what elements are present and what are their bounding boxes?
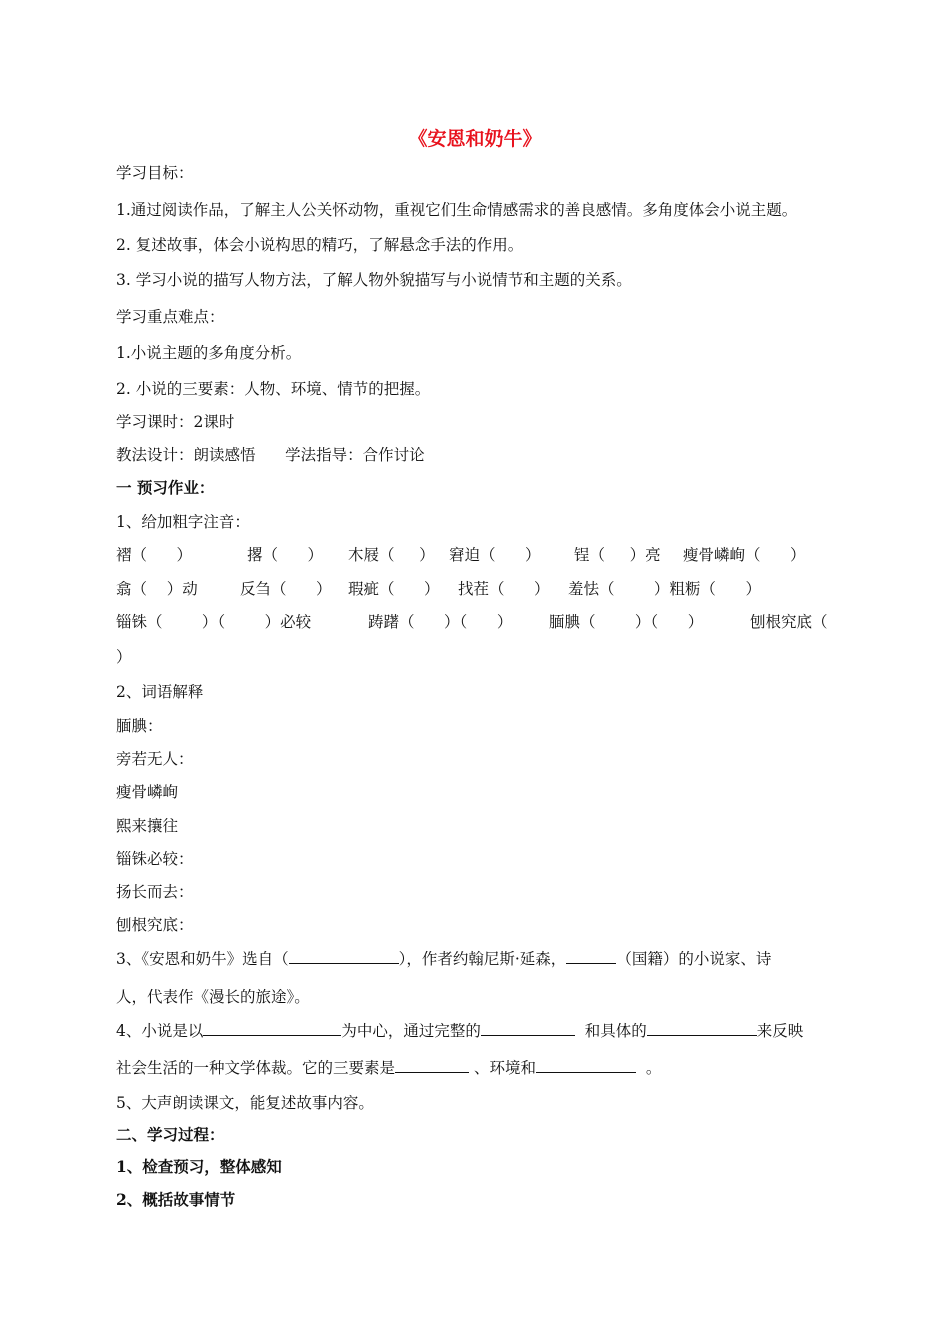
pinyin-item: 锱铢（ ）（ ）必较 bbox=[116, 613, 312, 631]
pinyin-item: 瑕疵（ ） bbox=[348, 580, 440, 598]
pinyin-item: 反刍（ ） bbox=[240, 580, 332, 598]
q4-blank-element-1[interactable] bbox=[395, 1058, 469, 1073]
q4-blank-concrete[interactable] bbox=[647, 1021, 757, 1036]
q4-blank-complete[interactable] bbox=[481, 1021, 575, 1036]
q3-line-1 bbox=[116, 949, 771, 969]
pinyin-item: 木屐（ ） bbox=[348, 546, 435, 564]
objective-item-1: 1.通过阅读作品，了解主人公关怀动物，重视它们生命情感需求的善良感情。多角度体会小说主题。 bbox=[116, 201, 798, 219]
q5-text: 5、大声朗读课文，能复述故事内容。 bbox=[116, 1094, 374, 1112]
pinyin-item: 窘迫（ ） bbox=[449, 546, 541, 564]
term-item: 熙来攘往 bbox=[116, 817, 179, 835]
pinyin-item-end: ） bbox=[116, 648, 132, 666]
pinyin-item: 撂（ ） bbox=[247, 546, 324, 564]
q4-text-g: 。 bbox=[645, 1059, 662, 1077]
q3-blank-nationality[interactable] bbox=[566, 949, 616, 964]
q3-text-c: （国籍）的小说家、诗 bbox=[616, 950, 772, 968]
class-hours: 学习课时：2课时 bbox=[116, 413, 235, 431]
section-1-heading: 一 预习作业： bbox=[116, 478, 215, 497]
q1-heading: 1、给加粗字注音： bbox=[116, 513, 250, 531]
q4-text-d: 来反映 bbox=[756, 1022, 804, 1040]
q4-line-1 bbox=[116, 1021, 803, 1041]
step-item: 1、检查预习，整体感知 bbox=[116, 1157, 282, 1176]
q3-line-2: 人，代表作《漫长的旅途》。 bbox=[116, 988, 310, 1006]
pinyin-item: 羞怯（ ）粗粝（ ） bbox=[568, 580, 761, 598]
pinyin-item: 翕（ ）动 bbox=[116, 580, 198, 598]
q4-text-e: 社会生活的一种文学体裁。它的三要素是 bbox=[116, 1059, 396, 1077]
term-item: 锱铢必较： bbox=[116, 850, 194, 868]
term-item: 腼腆： bbox=[116, 717, 163, 735]
pinyin-item: 瘦骨嶙峋（ ） bbox=[683, 546, 806, 564]
teaching-methods: 教法设计：朗读感悟 学法指导：合作讨论 bbox=[116, 446, 425, 464]
document-title: 《安恩和奶牛》 bbox=[408, 128, 542, 150]
term-item: 瘦骨嶙峋 bbox=[116, 783, 179, 801]
q4-blank-center[interactable] bbox=[203, 1021, 341, 1036]
key-point-item-1: 1.小说主题的多角度分析。 bbox=[116, 344, 302, 362]
key-points-heading: 学习重点难点： bbox=[116, 308, 225, 326]
q4-text-b: 为中心，通过完整的 bbox=[341, 1022, 481, 1040]
q4-blank-element-3[interactable] bbox=[536, 1058, 636, 1073]
objective-item-2: 2. 复述故事，体会小说构思的精巧，了解悬念手法的作用。 bbox=[116, 236, 524, 254]
q3-text-b: ），作者约翰尼斯·延森， bbox=[398, 950, 567, 968]
pinyin-item: 锃（ ）亮 bbox=[574, 546, 661, 564]
q4-text-a: 4、小说是以 bbox=[116, 1022, 204, 1040]
objective-item-3: 3. 学习小说的描写人物方法，了解人物外貌描写与小说情节和主题的关系。 bbox=[116, 271, 632, 289]
term-item: 旁若无人： bbox=[116, 750, 194, 768]
pinyin-item: 找茬（ ） bbox=[458, 580, 550, 598]
pinyin-item: 刨根究底（ bbox=[750, 613, 828, 631]
q4-text-c: 和具体的 bbox=[584, 1022, 647, 1040]
section-2-heading: 二、学习过程： bbox=[116, 1125, 225, 1144]
q4-line-2 bbox=[116, 1058, 661, 1078]
term-item: 刨根究底： bbox=[116, 916, 194, 934]
q3-blank-source[interactable] bbox=[289, 949, 399, 964]
key-point-item-2: 2. 小说的三要素：人物、环境、情节的把握。 bbox=[116, 380, 431, 398]
step-item: 2、概括故事情节 bbox=[116, 1190, 236, 1209]
objectives-heading: 学习目标： bbox=[116, 164, 194, 182]
q3-text-a: 3、《安恩和奶牛》选自（ bbox=[116, 950, 289, 968]
pinyin-item: 踌躇（ ）（ ） bbox=[368, 613, 513, 631]
q2-heading: 2、词语解释 bbox=[116, 683, 204, 701]
q4-text-f: 、环境和 bbox=[473, 1059, 536, 1077]
pinyin-item: 腼腆（ ）（ ） bbox=[549, 613, 704, 631]
term-item: 扬长而去： bbox=[116, 883, 194, 901]
pinyin-item: 褶（ ） bbox=[116, 546, 193, 564]
